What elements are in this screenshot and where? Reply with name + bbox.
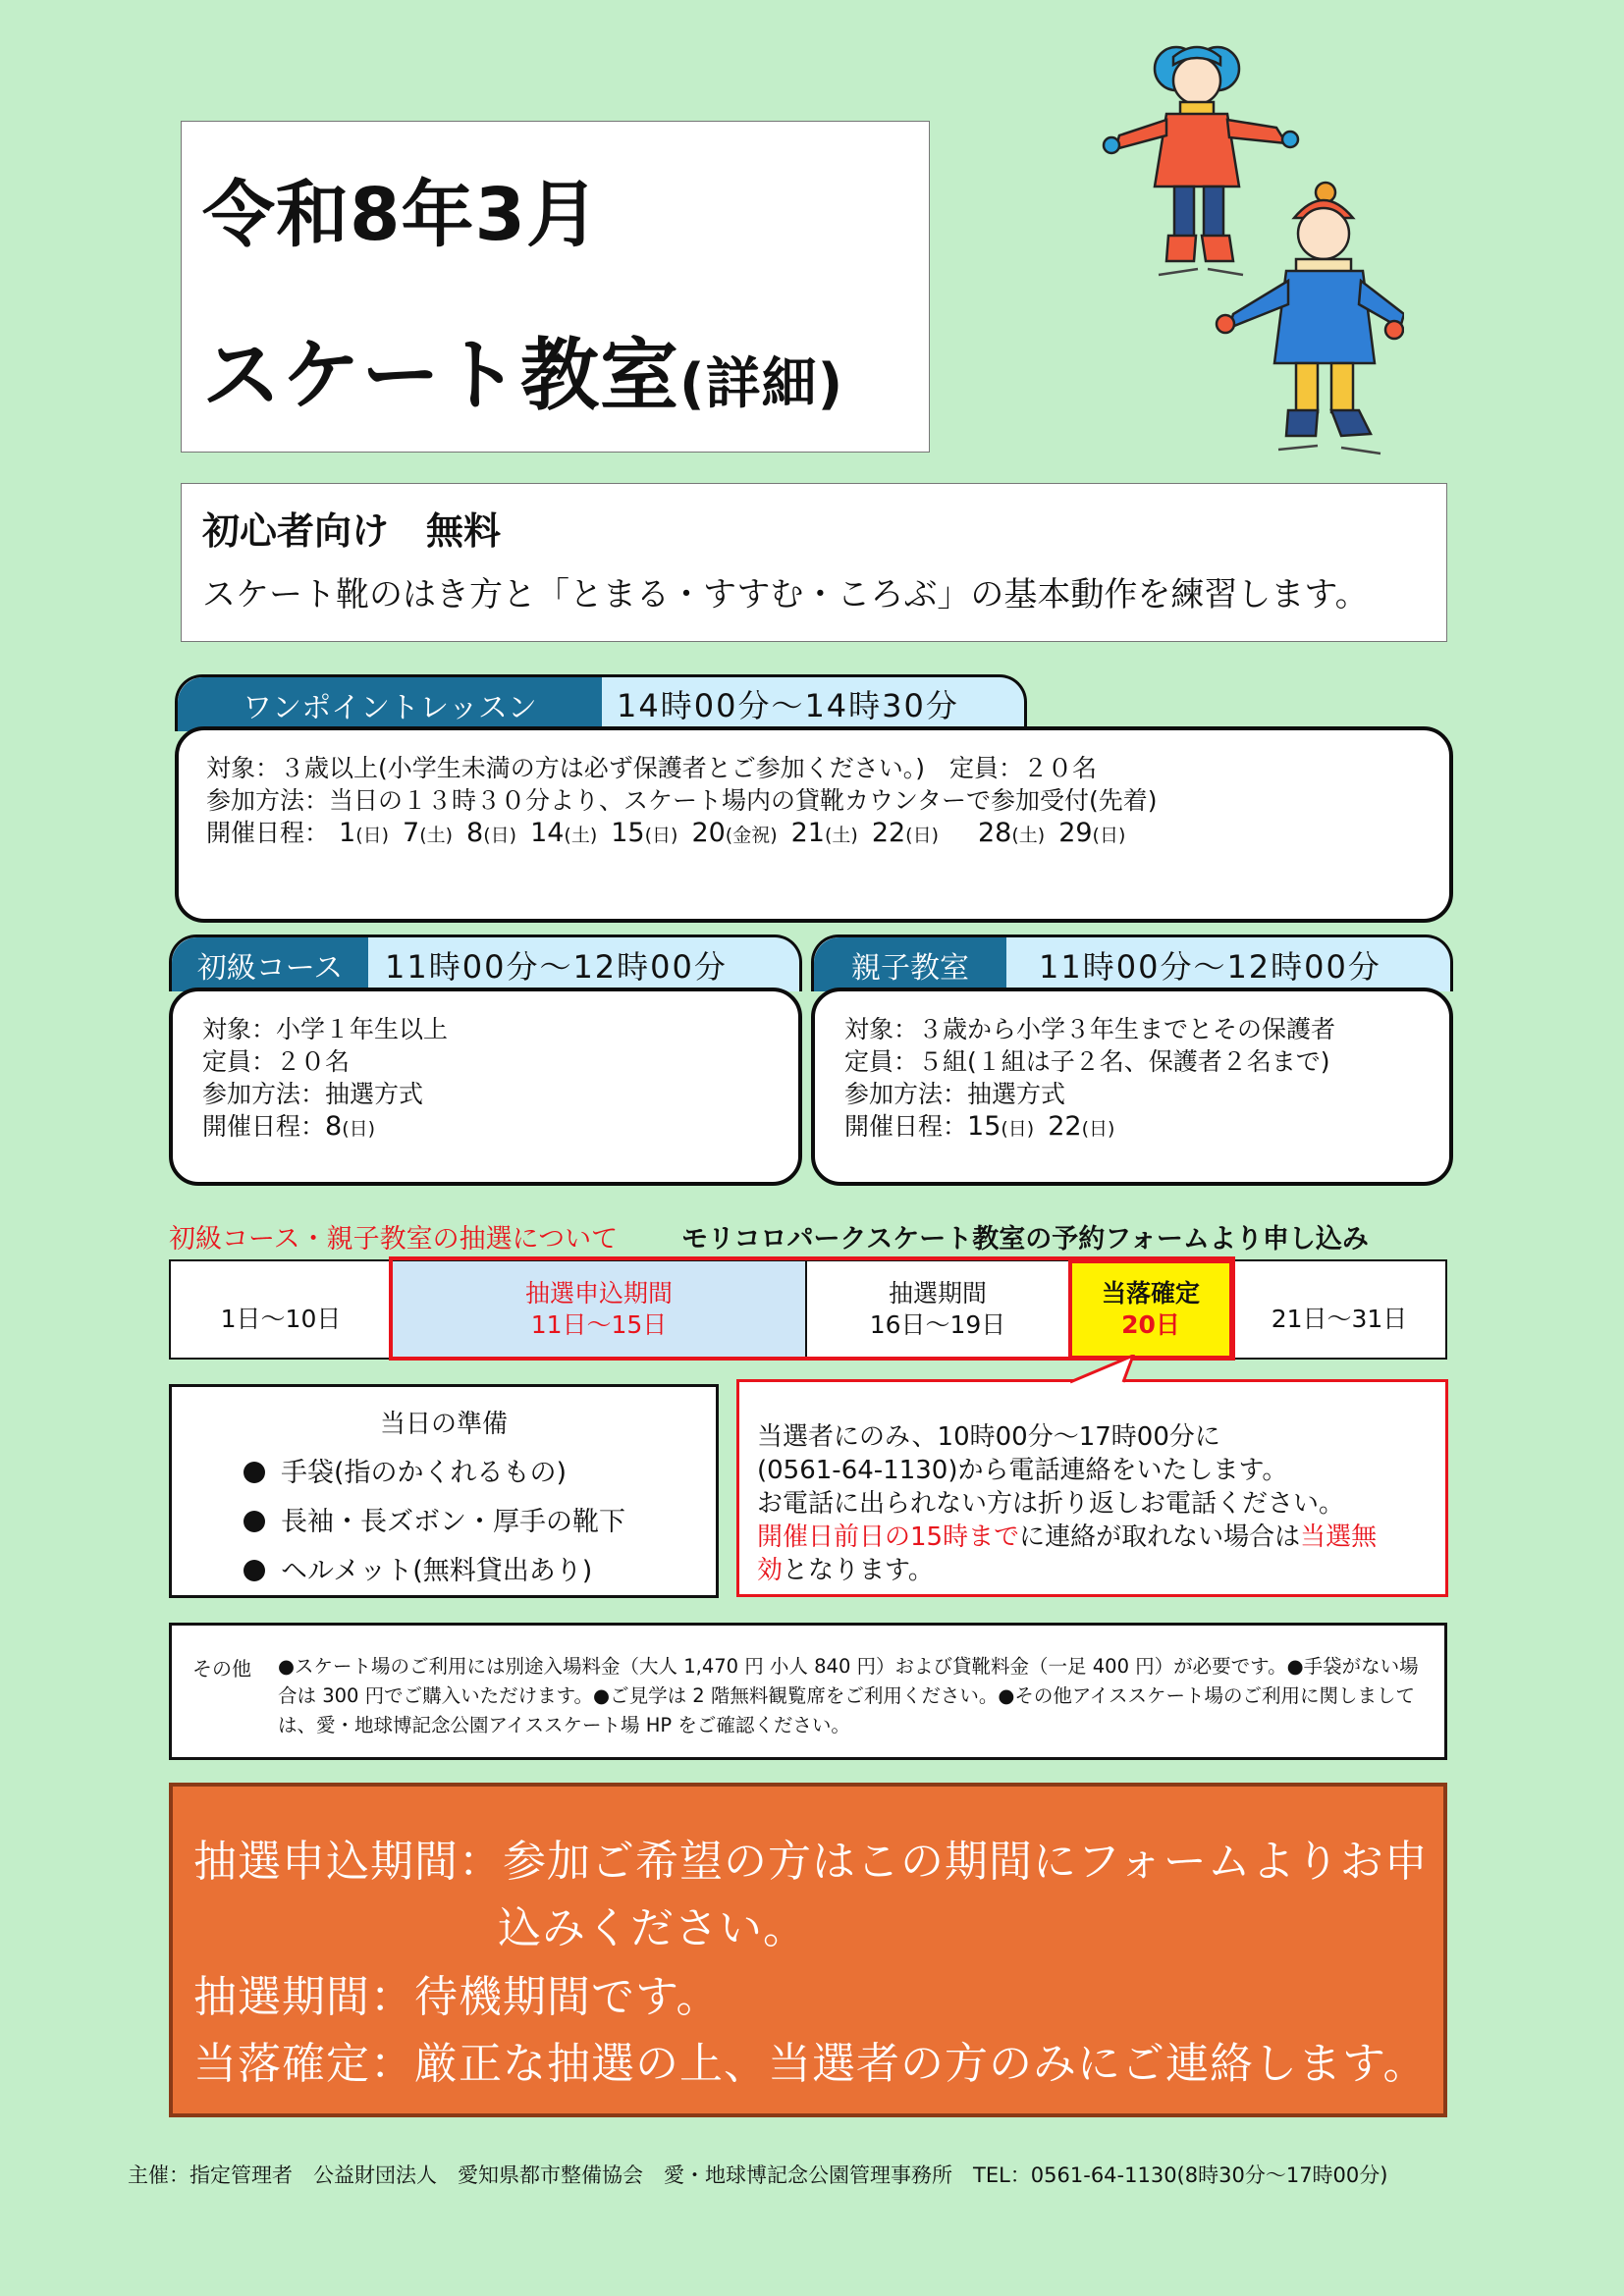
family-schedule-label: 開催日程：	[844, 1112, 968, 1141]
explanation-result: 当落確定：厳正な抽選の上、当選者の方のみにご連絡します。	[193, 2039, 1428, 2089]
lesson-date	[978, 819, 1045, 847]
timeline-cell-5-text: 21日～31日	[1271, 1305, 1408, 1333]
lesson-date-number: 22	[871, 818, 906, 848]
lesson-date-number: 29	[1058, 818, 1093, 848]
beginner-target: 対象：小学１年生以上	[202, 1015, 449, 1043]
family-details	[844, 1013, 1335, 1146]
result-title: 当落確定	[1101, 1279, 1200, 1308]
family-date-1: 15	[967, 1111, 1001, 1142]
page-title-date: 令和8年3月	[202, 173, 600, 257]
beginner-time: 11時00分～12時00分	[385, 948, 728, 986]
other-notes-text: ●スケート場のご利用には別途入場料金（大人 1,470 円 小人 840 円）および貸靴料金（一足 400 円）が必要です。●手袋がない場合は 300 円でご購入いただけます。●ご見学は 2 階無料観覧席をご利用ください。●その他アイススケート場のご利用に関しましては、愛・地球博記念公園アイススケート場 HP をご確認ください。	[278, 1655, 1419, 1736]
intro-heading: 初心者向け 無料	[202, 509, 502, 553]
lesson-date	[466, 819, 516, 847]
lesson-date-number: 20	[691, 818, 726, 848]
lesson-date-day: (金祝)	[725, 825, 778, 846]
beginner-schedule	[202, 1110, 448, 1146]
family-target: 対象：３歳から小学３年生までとその保護者	[844, 1015, 1336, 1043]
contact-line: 当選者にのみ、10時00分～17時00分に	[757, 1422, 1220, 1452]
lesson-date	[530, 819, 597, 847]
contact-line-text: に連絡が取れない場合は	[1019, 1522, 1301, 1552]
lesson-date-number: 1	[339, 818, 356, 848]
family-date-2: 22	[1048, 1111, 1082, 1142]
beginner-details	[202, 1013, 448, 1146]
explanation-lottery: 抽選期間：待機期間です。	[193, 1972, 721, 2022]
lottery-period-title: 抽選期間	[888, 1279, 987, 1308]
result-value: 20日	[1121, 1310, 1180, 1339]
lesson-date-number: 15	[611, 818, 645, 848]
other-notes-label: その他	[192, 1657, 251, 1681]
lesson-date-day: (日)	[355, 825, 390, 846]
lesson-date-number: 28	[978, 818, 1012, 848]
timeline-cell-1	[169, 1259, 393, 1360]
one-point-dates	[329, 819, 1125, 847]
lesson-date-day: (日)	[644, 825, 678, 846]
timeline-cell-5	[1231, 1259, 1447, 1360]
lesson-date	[691, 819, 777, 847]
beginner-day: (日)	[342, 1118, 376, 1140]
lesson-date-day: (日)	[483, 825, 517, 846]
beginner-method: 参加方法：抽選方式	[202, 1080, 424, 1108]
lottery-heading: 初級コース・親子教室の抽選について	[169, 1224, 619, 1255]
contact-line	[757, 1521, 1377, 1554]
deadline-text: 開催日前日の15時まで	[757, 1522, 1020, 1552]
skating-children-illustration	[1060, 29, 1404, 461]
one-point-time: 14時00分～14時30分	[617, 687, 959, 724]
lottery-period-value: 16日～19日	[869, 1310, 1006, 1339]
family-day-1: (日)	[1001, 1118, 1035, 1140]
lesson-date-day: (土)	[1011, 825, 1046, 846]
one-point-schedule	[206, 817, 1158, 852]
lesson-date	[791, 819, 858, 847]
one-point-label: ワンポイントレッスン	[178, 677, 602, 731]
explanation-application-cont: 込みください。	[498, 1903, 807, 1953]
bullet-icon	[244, 1462, 265, 1483]
lesson-date	[403, 819, 453, 847]
application-period-title: 抽選申込期間	[524, 1279, 673, 1308]
boy-skater-illustration	[1217, 183, 1404, 454]
intro-text: スケート靴のはき方と「とまる・すすむ・ころぶ」の基本動作を練習します。	[202, 575, 1369, 614]
family-time: 11時00分～12時00分	[1039, 948, 1381, 986]
lesson-date-number: 14	[530, 818, 565, 848]
contact-line: お電話に出られない方は折り返しお電話ください。	[757, 1489, 1345, 1519]
preparation-item	[244, 1451, 567, 1489]
lesson-date	[872, 819, 939, 847]
page-title	[202, 312, 843, 425]
girl-skater-illustration	[1104, 47, 1298, 275]
preparation-item-text: 手袋(指のかくれるもの)	[281, 1458, 568, 1488]
lesson-date-day: (日)	[1092, 825, 1126, 846]
lesson-date-day: (土)	[564, 825, 598, 846]
preparation-item	[244, 1549, 592, 1587]
family-day-2: (日)	[1081, 1118, 1115, 1140]
page-title-suffix: (詳細)	[679, 352, 844, 416]
lesson-date	[1058, 819, 1125, 847]
lesson-date-number: 21	[790, 818, 825, 848]
lottery-form-note: モリコロパークスケート教室の予約フォームより申し込み	[681, 1224, 1369, 1255]
callout-pointer	[1070, 1355, 1149, 1384]
bullet-icon	[244, 1511, 265, 1532]
page-title-main: スケート教室	[202, 330, 679, 421]
preparation-item-text: 長袖・長ズボン・厚手の靴下	[281, 1507, 625, 1537]
application-highlight-frame	[389, 1256, 1235, 1361]
contact-text	[757, 1420, 1377, 1587]
family-capacity: 定員：５組(１組は子２名、保護者２名まで)	[844, 1047, 1330, 1076]
organizer-footer: 主催：指定管理者 公益財団法人 愛知県都市整備協会 愛・地球博記念公園管理事務所 TEL：0561-64-1130(8時30分～17時00分)	[128, 2163, 1388, 2187]
lesson-date-day: (土)	[824, 825, 858, 846]
explanation-application: 抽選申込期間：参加ご希望の方はこの期間にフォームよりお申	[193, 1837, 1429, 1887]
lesson-date-day: (土)	[419, 825, 454, 846]
one-point-method: 参加方法：当日の１３時３０分より、スケート場内の貸靴カウンターで参加受付(先着)	[206, 786, 1158, 815]
timeline-cell-1-text: 1日～10日	[220, 1305, 342, 1333]
lesson-date-number: 7	[403, 818, 420, 848]
family-schedule	[844, 1110, 1335, 1146]
family-method: 参加方法：抽選方式	[844, 1080, 1066, 1108]
lesson-date	[339, 819, 389, 847]
one-point-target: 対象：３歳以上(小学生未満の方は必ず保護者とご参加ください。) 定員：２０名	[206, 754, 1098, 782]
beginner-label: 初級コース	[172, 937, 368, 991]
lesson-date-day: (日)	[905, 825, 939, 846]
one-point-details	[206, 752, 1158, 852]
contact-line-text: となります。	[783, 1556, 934, 1585]
invalid-text: 当選無	[1300, 1522, 1378, 1552]
one-point-schedule-label: 開催日程：	[206, 819, 330, 847]
beginner-date: 8	[325, 1111, 343, 1142]
contact-line: (0561-64-1130)から電話連絡をいたします。	[757, 1456, 1288, 1485]
beginner-schedule-label: 開催日程：	[202, 1112, 326, 1141]
lesson-date	[611, 819, 677, 847]
beginner-capacity: 定員：２０名	[202, 1047, 351, 1076]
application-period-value: 11日～15日	[530, 1310, 668, 1339]
family-label: 親子教室	[814, 937, 1006, 991]
invalid-text: 効	[757, 1556, 784, 1585]
preparation-item	[244, 1500, 625, 1538]
bullet-icon	[244, 1560, 265, 1581]
preparation-item-text: ヘルメット(無料貸出あり)	[281, 1556, 593, 1586]
lesson-date-number: 8	[466, 818, 484, 848]
preparation-title: 当日の準備	[379, 1410, 508, 1439]
contact-line	[757, 1554, 1377, 1587]
